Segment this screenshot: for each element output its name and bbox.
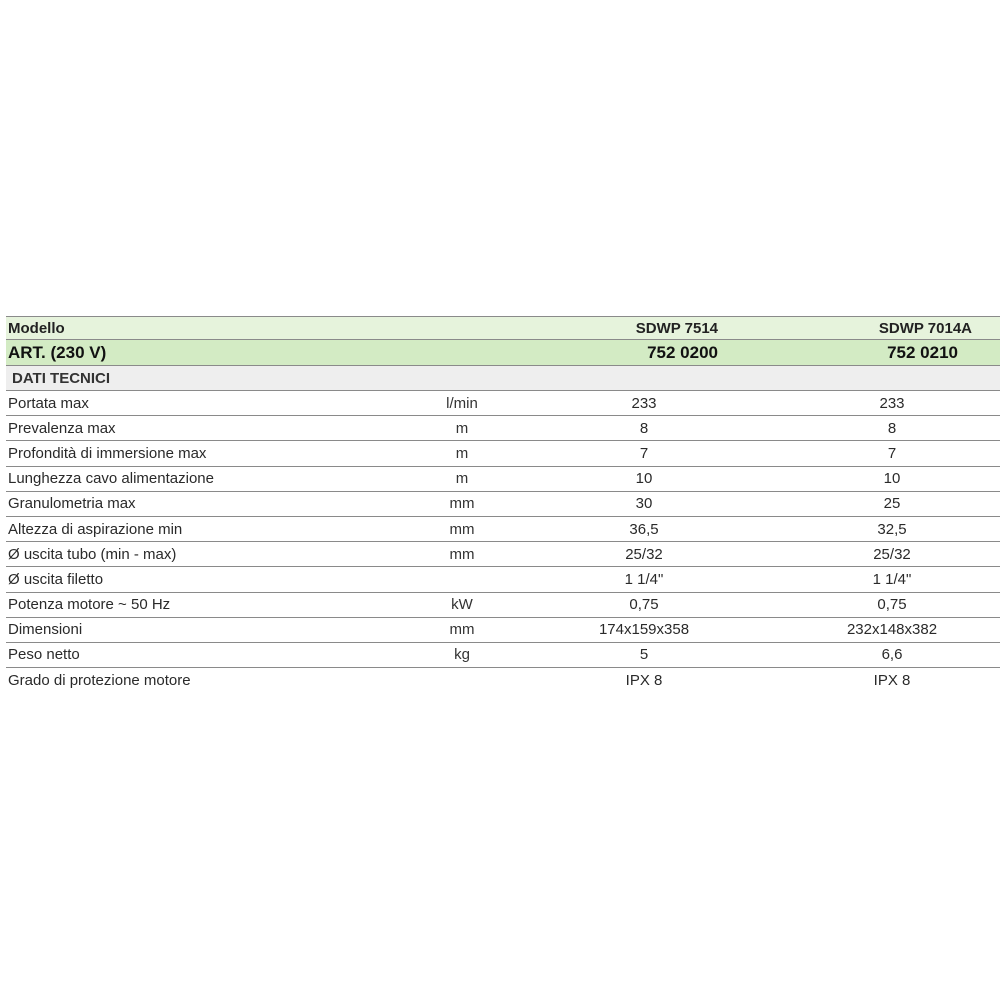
spec-value-model-2: 25 xyxy=(883,495,901,513)
article-code-1: 752 0200 xyxy=(647,342,718,362)
spec-value-model-1: 233 xyxy=(631,394,657,412)
spec-unit: kW xyxy=(451,596,473,614)
spec-label: Dimensioni xyxy=(8,621,83,639)
spec-value-model-1: 5 xyxy=(639,646,649,664)
model-row xyxy=(6,316,1000,340)
section-header-row xyxy=(6,366,1000,391)
spec-value-model-2: 10 xyxy=(883,470,901,488)
spec-value-model-2: 233 xyxy=(879,394,905,412)
spec-label: Portata max xyxy=(8,394,89,412)
table-row xyxy=(6,416,1000,441)
spec-value-model-1: 36,5 xyxy=(629,520,659,538)
spec-value-model-2: 32,5 xyxy=(877,520,907,538)
spec-label: Grado di protezione motore xyxy=(8,672,191,690)
spec-value-model-1: IPX 8 xyxy=(625,672,663,690)
spec-value-model-2: IPX 8 xyxy=(873,672,911,690)
spec-unit: m xyxy=(455,419,469,437)
spec-value-model-1: 7 xyxy=(639,444,649,462)
table-row xyxy=(6,542,1000,567)
spec-value-model-1: 174x159x358 xyxy=(598,621,690,639)
spec-unit: kg xyxy=(454,646,470,664)
table-row xyxy=(6,492,1000,517)
spec-label: Ø uscita tubo (min - max) xyxy=(8,545,177,563)
spec-label: Potenza motore ~ 50 Hz xyxy=(8,596,171,614)
spec-value-model-2: 232x148x382 xyxy=(846,621,938,639)
spec-unit: m xyxy=(455,444,469,462)
spec-value-model-2: 1 1/4" xyxy=(872,570,912,588)
spec-value-model-1: 0,75 xyxy=(629,596,659,614)
spec-unit: mm xyxy=(449,495,475,513)
spec-label: Altezza di aspirazione min xyxy=(8,520,183,538)
spec-rows xyxy=(6,391,1000,693)
spec-unit: mm xyxy=(449,621,475,639)
spec-label: Lunghezza cavo alimentazione xyxy=(8,470,214,488)
spec-label: Profondità di immersione max xyxy=(8,444,207,462)
spec-label: Ø uscita filetto xyxy=(8,570,104,588)
spec-value-model-1: 25/32 xyxy=(625,545,663,563)
spec-value-model-1: 8 xyxy=(639,419,649,437)
table-row xyxy=(6,517,1000,542)
model-label: Modello xyxy=(8,319,65,337)
table-row xyxy=(6,618,1000,643)
table-row xyxy=(6,467,1000,492)
spec-label: Peso netto xyxy=(8,646,80,664)
section-title: DATI TECNICI xyxy=(12,369,111,387)
spec-value-model-2: 0,75 xyxy=(877,596,907,614)
table-row xyxy=(6,593,1000,618)
spec-value-model-2: 7 xyxy=(887,444,897,462)
table-row xyxy=(6,668,1000,693)
spec-label: Granulometria max xyxy=(8,495,136,513)
spec-value-model-1: 30 xyxy=(635,495,653,513)
technical-specs-table xyxy=(6,316,1000,693)
article-code-2: 752 0210 xyxy=(887,342,958,362)
spec-unit: mm xyxy=(449,545,475,563)
model-name-2: SDWP 7014A xyxy=(878,319,972,337)
spec-unit: l/min xyxy=(446,394,478,412)
article-row xyxy=(6,340,1000,366)
table-row xyxy=(6,643,1000,668)
model-name-1: SDWP 7514 xyxy=(635,319,718,337)
spec-unit: m xyxy=(455,470,469,488)
spec-value-model-2: 6,6 xyxy=(881,646,903,664)
spec-value-model-1: 10 xyxy=(635,470,653,488)
table-row xyxy=(6,567,1000,592)
table-row xyxy=(6,441,1000,466)
table-row xyxy=(6,391,1000,416)
spec-unit: mm xyxy=(449,520,475,538)
spec-value-model-2: 25/32 xyxy=(873,545,911,563)
spec-value-model-1: 1 1/4" xyxy=(624,570,664,588)
spec-label: Prevalenza max xyxy=(8,419,116,437)
article-label: ART. (230 V) xyxy=(8,342,107,362)
spec-value-model-2: 8 xyxy=(887,419,897,437)
